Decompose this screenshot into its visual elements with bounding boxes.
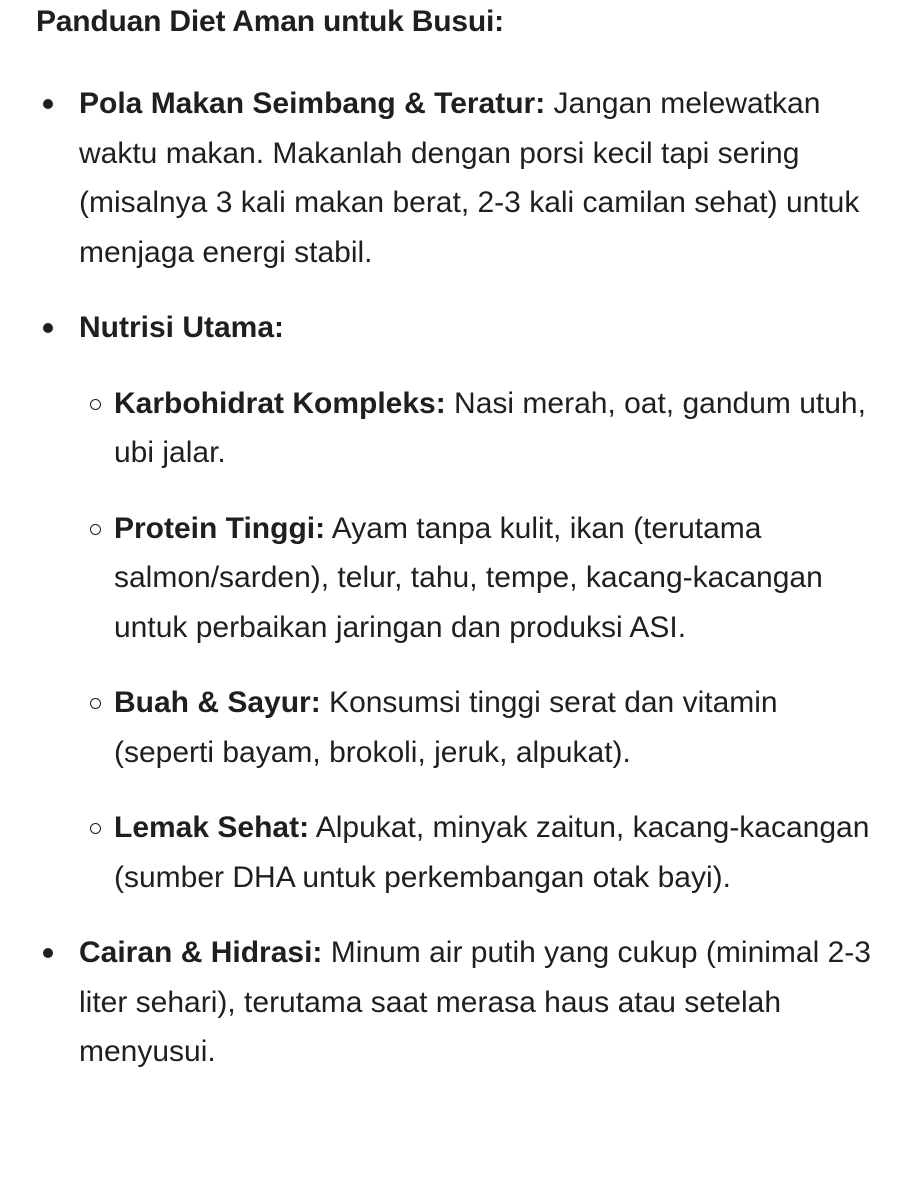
sublist-item-lemak-sehat	[79, 803, 876, 902]
hollow-bullet-icon	[90, 698, 101, 709]
document	[36, 0, 876, 1103]
list-item-nutrisi-utama	[36, 303, 876, 902]
diet-guide-list	[36, 79, 876, 1077]
subitem-term: Buah & Sayur:	[114, 686, 321, 719]
hollow-bullet-icon	[90, 524, 101, 535]
subitem-term: Lemak Sehat:	[114, 811, 310, 844]
subitem-term: Protein Tinggi:	[114, 511, 326, 545]
list-item-pola-makan	[36, 79, 876, 277]
bullet-icon	[43, 323, 53, 333]
bullet-icon	[43, 99, 53, 109]
item-term: Cairan & Hidrasi:	[79, 936, 323, 969]
subitem-text: Alpukat, minyak zaitun, kacang-kacangan (sumber DHA untuk perkembangan otak bayi).	[114, 811, 870, 894]
subitem-text: Konsumsi tinggi serat dan vitamin (seperti bayam, brokoli, jeruk, alpukat).	[114, 686, 778, 769]
item-term: Pola Makan Seimbang & Teratur:	[79, 87, 546, 120]
bullet-icon	[43, 948, 53, 958]
page-title: Panduan Diet Aman untuk Busui:	[36, 5, 504, 38]
sublist-item-karbohidrat	[79, 379, 876, 478]
item-term: Nutrisi Utama:	[79, 311, 285, 344]
sublist-item-protein	[79, 504, 876, 653]
subitem-text: Nasi merah, oat, gandum utuh, ubi jalar.	[114, 386, 866, 469]
item-text: Jangan melewatkan waktu makan. Makanlah dengan porsi kecil tapi sering (misalnya 3 kali makan berat, 2-3 kali camilan sehat) untuk menjaga energi stabil.	[79, 87, 860, 269]
sublist-item-buah-sayur	[79, 678, 876, 777]
subitem-term: Karbohidrat Kompleks:	[114, 386, 446, 420]
list-item-cairan-hidrasi	[36, 928, 876, 1077]
subitem-text: Ayam tanpa kulit, ikan (terutama salmon/sarden), telur, tahu, tempe, kacang-kacangan untuk perbaikan jaringan dan produksi ASI.	[114, 511, 823, 644]
nutrition-sublist	[79, 379, 876, 903]
hollow-bullet-icon	[90, 823, 101, 834]
item-text: Minum air putih yang cukup (minimal 2-3 liter sehari), terutama saat merasa haus atau setelah menyusui.	[79, 936, 871, 1068]
hollow-bullet-icon	[90, 399, 101, 410]
